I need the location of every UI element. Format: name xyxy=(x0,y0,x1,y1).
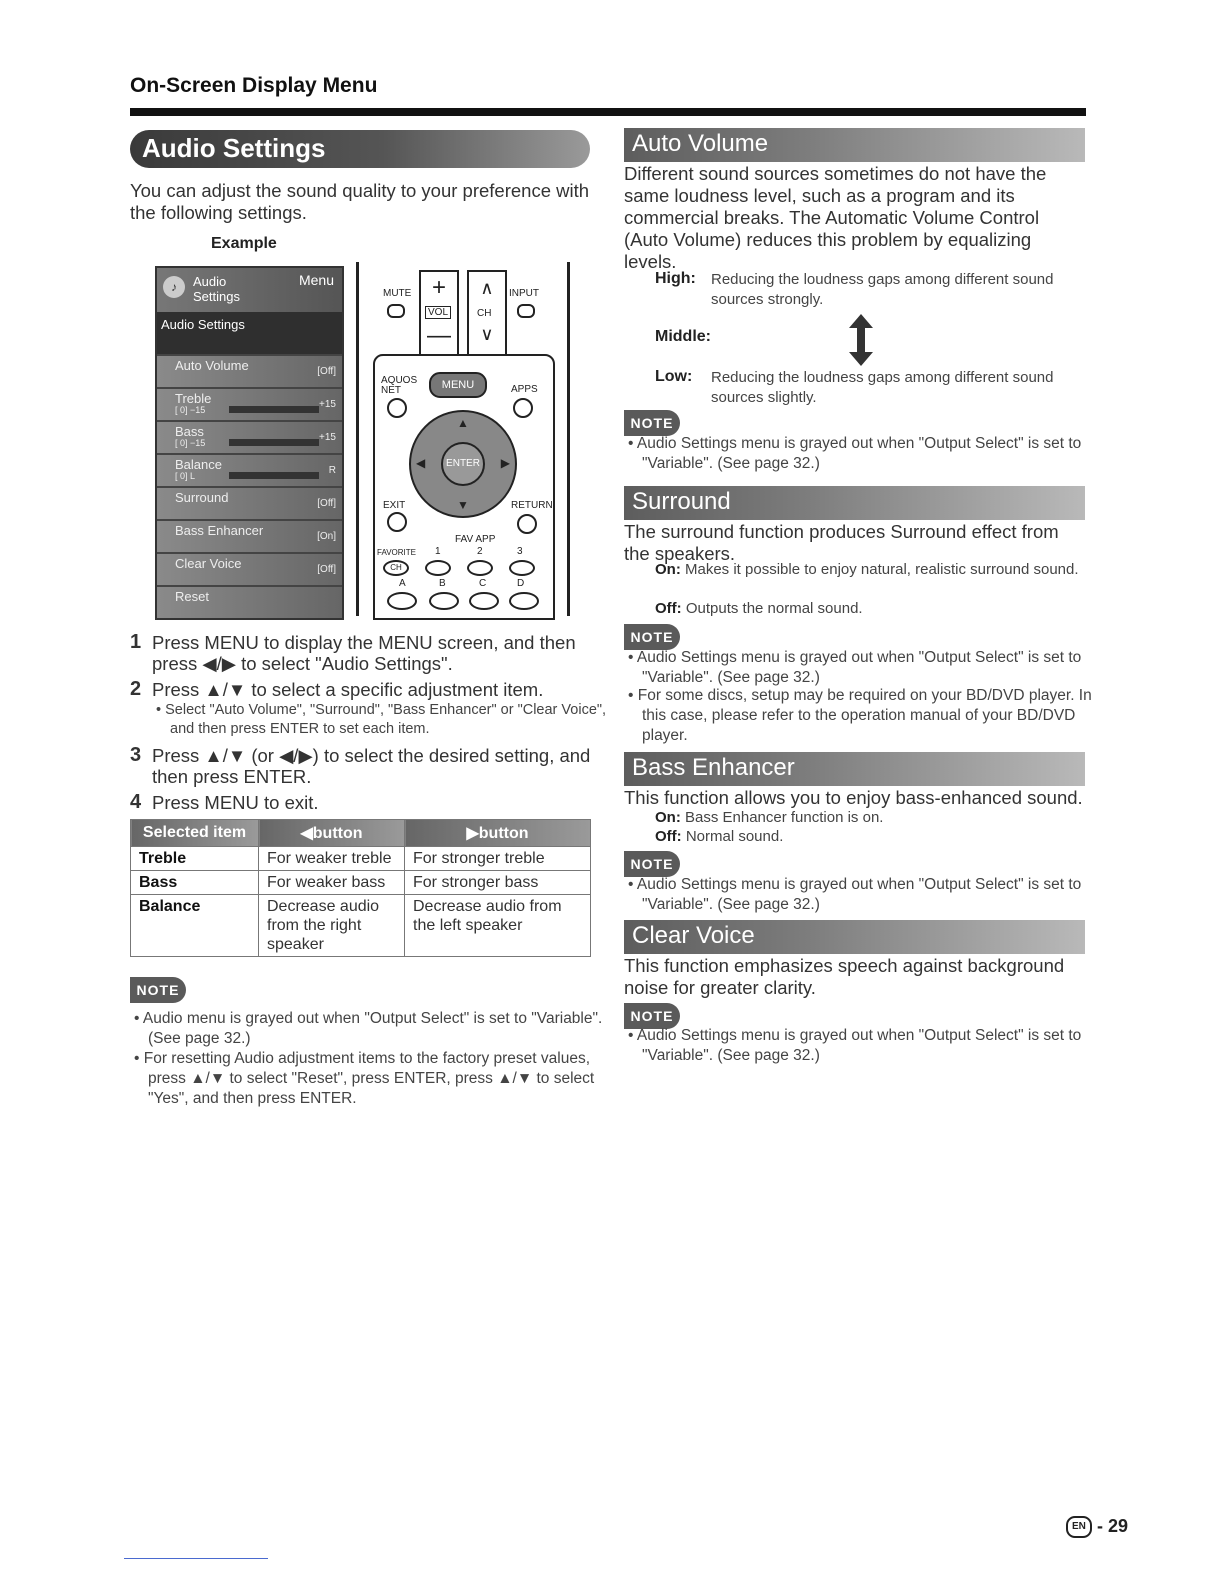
menu-item-bass-enhancer[interactable]: Bass Enhancer [On] xyxy=(157,519,342,552)
speaker-icon: ♪ xyxy=(163,276,185,298)
menu-header-title: Audio Settings xyxy=(193,274,240,304)
apps-button[interactable] xyxy=(513,398,533,418)
d-button[interactable] xyxy=(509,592,539,610)
remote-control-illustration: MUTE + VOL — ∧ CH ∨ INPUT AQUOS NET MENU APPS ▲ ▼ ◀ ▶ ENTER EXIT RETURN FAV APP FAVORITE 1 2 3 CH A B C D xyxy=(356,262,570,616)
a-button[interactable] xyxy=(387,592,417,610)
low-text: Reducing the loudness gaps among different sound sources slightly. xyxy=(711,369,1054,406)
surround-on: On: Makes it possible to enjoy natural, realistic surround sound. xyxy=(655,561,1079,578)
table-cell: Decrease audio from the right speaker xyxy=(259,895,405,957)
table-cell: For weaker treble xyxy=(259,847,405,871)
step-3: 3 Press ▲/▼ (or ◀/▶) to select the desired setting, and then press ENTER. xyxy=(130,744,591,787)
clear-voice-title: Clear Voice xyxy=(632,922,755,949)
note-item: • Audio Settings menu is grayed out when "Output Select" is set to "Variable". (See page 32.) xyxy=(624,648,1104,688)
table-cell: For stronger bass xyxy=(405,871,591,895)
c-button[interactable] xyxy=(469,592,499,610)
auto-volume-body: Different sound sources sometimes do not have the same loudness level, such as a program and its commercial breaks. The Automatic Volume Control (Auto Volume) reduces this problem by equalizing levels. xyxy=(624,163,1047,272)
dpad[interactable] xyxy=(409,410,517,518)
table-cell: Bass xyxy=(131,871,259,895)
note-badge: NOTE xyxy=(624,1003,680,1029)
surround-body: The surround function produces Surround effect from the speakers. xyxy=(624,521,1059,564)
table-cell: For weaker bass xyxy=(259,871,405,895)
dpad-left-icon[interactable]: ◀ xyxy=(416,456,426,470)
table-row xyxy=(131,895,591,957)
menu-selected-row: Audio Settings xyxy=(157,312,342,354)
dpad-down-icon[interactable]: ▼ xyxy=(457,498,469,512)
treble-slider[interactable] xyxy=(229,406,319,413)
menu-item-treble[interactable]: Treble [ 0] −15 +15 xyxy=(157,387,342,420)
example-label: Example xyxy=(211,235,277,252)
menu-header-menu: Menu xyxy=(298,272,334,288)
note-badge: NOTE xyxy=(624,624,680,650)
audio-settings-title: Audio Settings xyxy=(142,133,326,163)
high-text: Reducing the loudness gaps among different sound sources strongly. xyxy=(711,271,1054,308)
note-item: • Audio Settings menu is grayed out when "Output Select" is set to "Variable". (See page 32.) xyxy=(624,875,1104,915)
fav-ch-button[interactable]: CH xyxy=(383,560,409,576)
auto-volume-title: Auto Volume xyxy=(632,130,769,157)
menu-item-clear-voice[interactable]: Clear Voice [Off] xyxy=(157,552,342,585)
low-label: Low: xyxy=(655,368,693,385)
table-header: Selected item xyxy=(131,820,259,847)
auto-volume-title-bar xyxy=(624,128,1085,162)
step-2-sub: • Select "Auto Volume", "Surround", "Bass Enhancer" or "Clear Voice", and then press ENTER to set each item. xyxy=(152,701,610,739)
table-row xyxy=(131,871,591,895)
note-item: • For some discs, setup may be required on your BD/DVD player. In this case, please refer to the operation manual of your BD/DVD player. xyxy=(624,686,1104,746)
bass-enhancer-title: Bass Enhancer xyxy=(632,754,795,781)
bass-enhancer-body: This function allows you to enjoy bass-enhanced sound. xyxy=(624,787,1083,808)
table-cell: Balance xyxy=(131,895,259,957)
bass-enhancer-title-bar xyxy=(624,752,1085,786)
input-button[interactable] xyxy=(517,304,535,318)
table-row xyxy=(131,847,591,871)
bass-enhancer-on: On: Bass Enhancer function is on. xyxy=(655,809,884,826)
up-down-arrow-icon xyxy=(846,314,876,366)
menu-item-balance[interactable]: Balance [ 0] L R xyxy=(157,453,342,486)
adjustment-table xyxy=(130,819,591,957)
dpad-up-icon[interactable]: ▲ xyxy=(457,416,469,430)
return-button[interactable] xyxy=(517,514,537,534)
table-cell: Decrease audio from the left speaker xyxy=(405,895,591,957)
vol-rocker[interactable]: + VOL — xyxy=(419,270,459,356)
menu-item-surround[interactable]: Surround [Off] xyxy=(157,486,342,519)
surround-off: Off: Outputs the normal sound. xyxy=(655,600,863,617)
table-cell: Treble xyxy=(131,847,259,871)
header-rule xyxy=(130,108,1086,116)
enter-button[interactable]: ENTER xyxy=(441,442,485,486)
audio-settings-intro: You can adjust the sound quality to your preference with the following settings. xyxy=(130,180,590,223)
language-badge: EN xyxy=(1066,1516,1092,1538)
dpad-right-icon[interactable]: ▶ xyxy=(500,456,510,470)
step-1: 1 Press MENU to display the MENU screen, and then press ◀/▶ to select "Audio Settings". xyxy=(130,631,576,674)
vol-down-icon: — xyxy=(427,322,451,349)
menu-header xyxy=(157,268,342,312)
page-header-title: On-Screen Display Menu xyxy=(130,74,378,97)
ch-down-icon: ∨ xyxy=(480,324,494,344)
exit-button[interactable] xyxy=(387,512,407,532)
middle-label: Middle: xyxy=(655,328,711,345)
ch-up-icon: ∧ xyxy=(480,278,494,298)
note-item: • Audio menu is grayed out when "Output Select" is set to "Variable". (See page 32.) xyxy=(130,1009,610,1049)
balance-slider[interactable] xyxy=(229,472,319,479)
menu-item-bass[interactable]: Bass [ 0] −15 +15 xyxy=(157,420,342,453)
fav-app-2-button[interactable] xyxy=(467,560,493,576)
menu-item-reset[interactable]: Reset xyxy=(157,585,342,618)
table-header: ▶button xyxy=(405,820,591,847)
audio-settings-menu-example xyxy=(155,266,344,620)
b-button[interactable] xyxy=(429,592,459,610)
table-cell: For stronger treble xyxy=(405,847,591,871)
clear-voice-title-bar xyxy=(624,920,1085,954)
clear-voice-body: This function emphasizes speech against background noise for greater clarity. xyxy=(624,955,1065,998)
footer-rule xyxy=(124,1558,268,1559)
bass-slider[interactable] xyxy=(229,439,319,446)
step-2: 2 Press ▲/▼ to select a specific adjustment item. xyxy=(130,678,544,700)
ch-rocker[interactable]: ∧ CH ∨ xyxy=(467,270,507,356)
note-item: • Audio Settings menu is grayed out when "Output Select" is set to "Variable". (See page 32.) xyxy=(624,434,1104,474)
page-number: EN - 29 xyxy=(1066,1516,1128,1538)
surround-title: Surround xyxy=(632,488,731,515)
high-label: High: xyxy=(655,270,696,287)
menu-button[interactable]: MENU xyxy=(429,372,487,398)
fav-app-3-button[interactable] xyxy=(509,560,535,576)
fav-app-1-button[interactable] xyxy=(425,560,451,576)
note-badge: NOTE xyxy=(624,410,680,436)
bass-enhancer-off: Off: Normal sound. xyxy=(655,828,784,845)
note-badge: NOTE xyxy=(624,851,680,877)
menu-item-auto-volume[interactable]: Auto Volume [Off] xyxy=(157,354,342,387)
mute-button[interactable] xyxy=(387,304,405,318)
surround-title-bar xyxy=(624,486,1085,520)
step-4: 4 Press MENU to exit. xyxy=(130,791,319,813)
note-item: • For resetting Audio adjustment items to the factory preset values, press ▲/▼ to select "Reset", press ENTER, press ▲/▼ to select "Yes", and then press ENTER. xyxy=(130,1049,610,1109)
vol-up-icon: + xyxy=(431,274,446,301)
aquos-net-button[interactable] xyxy=(387,398,407,418)
table-header-row xyxy=(131,820,591,847)
table-header: ◀button xyxy=(259,820,405,847)
audio-settings-title-bar xyxy=(130,130,590,168)
note-item: • Audio Settings menu is grayed out when "Output Select" is set to "Variable". (See page 32.) xyxy=(624,1026,1104,1066)
note-badge: NOTE xyxy=(130,977,186,1003)
